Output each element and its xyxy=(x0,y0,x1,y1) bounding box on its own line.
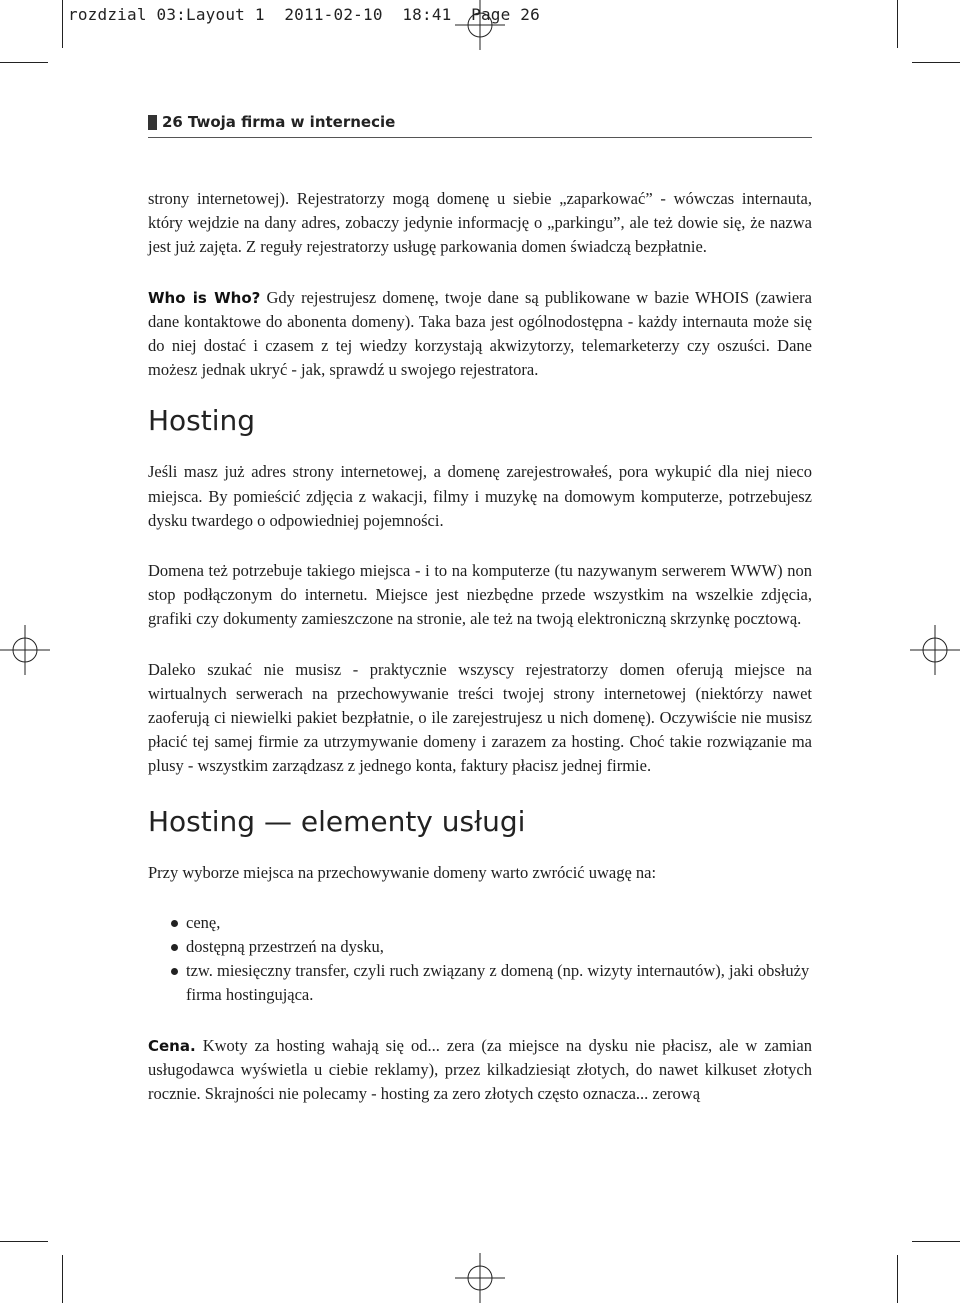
paragraph-domain-space: Domena też potrzebuje takiego miejsca - i to na komputerze (tu nazywanym serwerem WWW) non stop podłączonym do internetu. Miejsce jest niezbędne przede wszystkim na wszelkie zdjęcia, grafiki czy dokumenty zamieszczone na stronie, ale też na twoją elektroniczną skrzynkę pocztową. xyxy=(148,561,812,629)
paragraph-parking: strony internetowej). Rejestratorzy mogą domenę u siebie „zaparkować” - wówczas internauta, który wejdzie na dany adres, zobaczy jedynie informację o „parkingu”, ale też dowie się, że nazwa jest już zajęta. Z reguły rejestratorzy usługę parkowania domen świadczą bezpłatnie. xyxy=(148,189,812,257)
heading-hosting-elements: Hosting — elementy usługi xyxy=(148,804,526,838)
registration-mark-top xyxy=(455,0,505,50)
registration-mark-right xyxy=(910,625,960,675)
heading-hosting: Hosting xyxy=(148,404,256,438)
paragraph-choice: Przy wyborze miejsca na przechowywanie domeny warto zwrócić uwagę na: xyxy=(148,862,657,882)
print-slug: rozdzial 03:Layout 1 2011-02-10 18:41 Page 26 xyxy=(68,5,540,24)
runin-heading-price: Cena. xyxy=(148,1036,196,1055)
header-title: Twoja firma w internecie xyxy=(187,113,396,131)
header-rule xyxy=(148,137,812,138)
runin-heading-whois: Who is Who? xyxy=(148,288,261,307)
crop-mark-bottom-right-h xyxy=(912,1241,960,1242)
page-content xyxy=(148,187,812,1106)
paragraph-hosting-intro: Jeśli masz już adres strony internetowej, a domenę zarejestrowałeś, pora wykupić dla niej nieco miejsca. By pomieścić zdjęcia z wakacji, filmy i muzykę na domowym komputerze, potrzebujesz dysku twardego o odpowiedniej pojemności. xyxy=(148,462,812,530)
list-item: dostępną przestrzeń na dysku, xyxy=(148,935,812,959)
paragraph-whois xyxy=(148,286,812,383)
page-number: 26 xyxy=(162,113,183,131)
paragraph-registrars: Daleko szukać nie musisz - praktycznie wszyscy rejestratorzy domen oferują miejsce na wirtualnych serwerach na przechowywanie treści twojej strony internetowej (niektórzy nawet zaoferują ci niewielki pakiet bezpłatnie, o ile zarejestrujesz u nich domenę). Oczywiście nie musisz płacić tej samej firmie za utrzymywanie domeny i zarazem za hosting. Choć takie rozwiązanie ma plusy - wszystkim zarządzasz z jednego konta, faktury płacisz jednej firmie. xyxy=(148,659,812,776)
crop-mark-top-left-h xyxy=(0,62,48,63)
crop-mark-top-left xyxy=(62,0,63,48)
paragraph-price xyxy=(148,1034,812,1107)
crop-mark-top-right xyxy=(897,0,898,48)
running-header xyxy=(148,113,395,131)
paragraph-price-text: Kwoty za hosting wahają się od... zera (za miejsce na dysku nie płacisz, ale w zamian usługodawca wyświetla u ciebie reklamy), przez kilkadziesiąt złotych, do nawet kilkuset złotych rocznie. Skrajności nie polecamy - hosting za zero złotych często oznacza... zerową xyxy=(148,1035,812,1104)
list-item: tzw. miesięczny transfer, czyli ruch związany z domeną (np. wizyty internautów), jaki obsłuży firma hostingująca. xyxy=(148,959,812,1007)
header-square-icon xyxy=(148,115,157,130)
registration-mark-left xyxy=(0,625,50,675)
criteria-list xyxy=(148,911,812,1008)
crop-mark-top-right-h xyxy=(912,62,960,63)
paragraph-whois-text: Gdy rejestrujesz domenę, twoje dane są publikowane w bazie WHOIS (zawiera dane kontaktowe do abonenta domeny). Taka baza jest ogólnodostępna - każdy internauta może się do niej dostać i czasem z tej wiedzy korzystają akwizytorzy, telemarketerzy czy oszuści. Dane możesz jednak ukryć - jak, sprawdź u swojego rejestratora. xyxy=(148,287,812,380)
list-item: cenę, xyxy=(148,911,812,935)
crop-mark-bottom-left-h xyxy=(0,1241,48,1242)
crop-mark-bottom-right xyxy=(897,1255,898,1303)
registration-mark-bottom xyxy=(455,1253,505,1303)
crop-mark-bottom-left xyxy=(62,1255,63,1303)
